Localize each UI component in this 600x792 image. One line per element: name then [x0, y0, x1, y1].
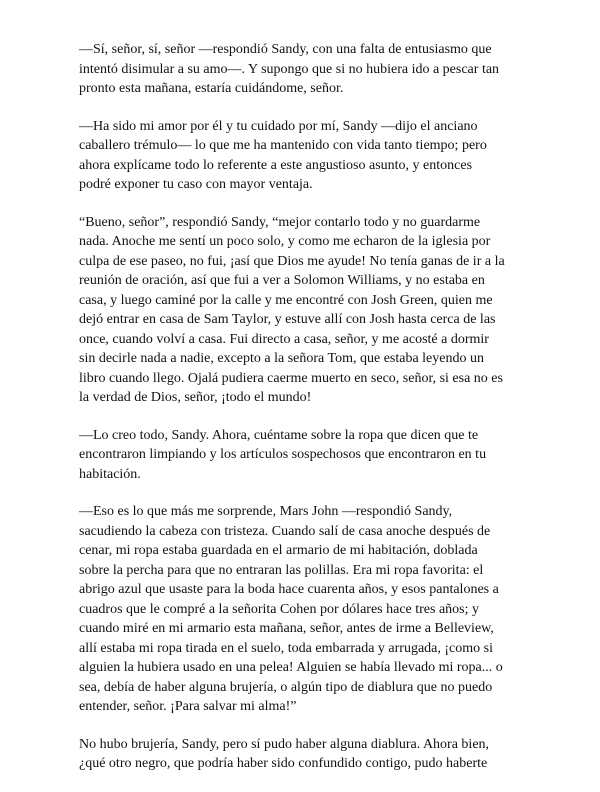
paragraph: No hubo brujería, Sandy, pero sí pudo haber alguna diablura. Ahora bien, ¿qué otro negro, que podría haber sido confundido contigo, pudo haberte: [79, 736, 490, 771]
body-text: [79, 40, 529, 792]
paragraph: —Ha sido mi amor por él y tu cuidado por mí, Sandy —dijo el anciano caballero trémulo— lo que me ha mantenido con vida tanto tiempo; pero ahora explícame todo lo referente a este angustioso asunto, y entonces podré exponer tu caso con mayor ventaja.: [79, 118, 487, 192]
paragraph: “Bueno, señor”, respondió Sandy, “mejor contarlo todo y no guardarme nada. Anoche me sentí un poco solo, y como me echaron de la iglesia por culpa de ese paseo, no fui, ¡así que Dios me ayude! No tenía ganas de ir a la reunión de oración, así que fui a ver a Solomon Williams, y no estaba en casa, y luego caminé por la calle y me encontré con Josh Green, quien me dejó entrar en casa de Sam Taylor, y estuve allí con Josh hasta cerca de las once, cuando volví a casa. Fui directo a casa, señor, y me acosté a dormir sin decirle nada a nadie, excepto a la señora Tom, que estaba leyendo un libro cuando llego. Ojalá pudiera caerme muerto en seco, señor, si esa no es la verdad de Dios, señor, ¡todo el mundo!: [79, 214, 505, 405]
paragraph: —Eso es lo que más me sorprende, Mars John —respondió Sandy, sacudiendo la cabeza con tristeza. Cuando salí de casa anoche después de cenar, mi ropa estaba guardada en el armario de mi habitación, doblada sobre la percha para que no entraran las polillas. Era mi ropa favorita: el abrigo azul que usaste para la boda hace cuarenta años, y esos pantalones a cuadros que le compré a la señorita Cohen por dólares hace tres años; y cuando miré en mi armario esta mañana, señor, antes de irme a Belleview, allí estaba mi ropa tirada en el suelo, toda embarrada y arrugada, ¡como si alguien la hubiera usado en una pelea! Alguien se había llevado mi ropa... o sea, debía de haber alguna brujería, o algún tipo de diablura que no puedo entender, señor. ¡Para salvar mi alma!”: [79, 504, 503, 714]
paragraph: —Sí, señor, sí, señor —respondió Sandy, con una falta de entusiasmo que intentó disimular a su amo—. Y supongo que si no hubiera ido a pescar tan pronto esta mañana, estaría cuidándome, señor.: [79, 42, 500, 96]
paragraph: —Lo creo todo, Sandy. Ahora, cuéntame sobre la ropa que dicen que te encontraron limpiando y los artículos sospechosos que encontraron en tu habitación.: [79, 427, 487, 482]
